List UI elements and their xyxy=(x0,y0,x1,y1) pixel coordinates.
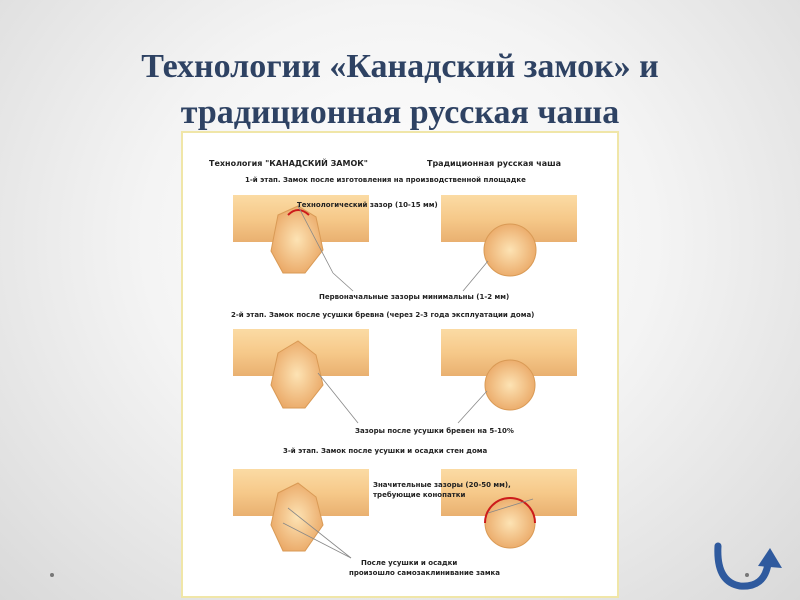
stage3-caption: 3-й этап. Замок после усушки и осадки стен дома xyxy=(283,447,488,455)
large-gap-label-2: требующие конопатки xyxy=(373,491,466,499)
stage1-russian-bowl xyxy=(441,195,577,276)
stage1-caption: 1-й этап. Замок после изготовления на производственной площадке xyxy=(245,176,526,184)
stage2-caption: 2-й этап. Замок после усушки бревна (через 2-3 года эксплуатации дома) xyxy=(231,311,535,319)
stage2-russian-bowl xyxy=(441,329,577,410)
large-gap-label-1: Значительные зазоры (20-50 мм), xyxy=(373,481,511,489)
self-lock-label-1: После усушки и осадки xyxy=(361,559,458,567)
stage3-canadian-lock xyxy=(233,469,369,551)
slide-title xyxy=(0,44,800,136)
return-button[interactable] xyxy=(712,540,792,592)
log-joint-diagram xyxy=(181,131,619,598)
heading-russian-bowl: Традиционная русская чаша xyxy=(427,159,562,168)
stage2-canadian-lock xyxy=(233,329,369,408)
self-lock-label-2: произошло самозаклинивание замка xyxy=(349,569,501,577)
u-turn-arrow-icon xyxy=(712,540,792,592)
initial-gap-label: Первоначальные зазоры минимальны (1-2 мм) xyxy=(319,293,510,301)
slide-title-line-1: Технологии «Канадский замок» и xyxy=(141,48,659,85)
tech-gap-label: Технологический зазор (10-15 мм) xyxy=(297,201,438,209)
nav-dot-left xyxy=(50,573,54,577)
heading-canadian-lock: Технология "КАНАДСКИЙ ЗАМОК" xyxy=(209,159,368,168)
shrink-gap-label: Зазоры после усушки бревен на 5-10% xyxy=(355,427,514,435)
slide-title-line-2: традиционная русская чаша xyxy=(180,94,620,131)
